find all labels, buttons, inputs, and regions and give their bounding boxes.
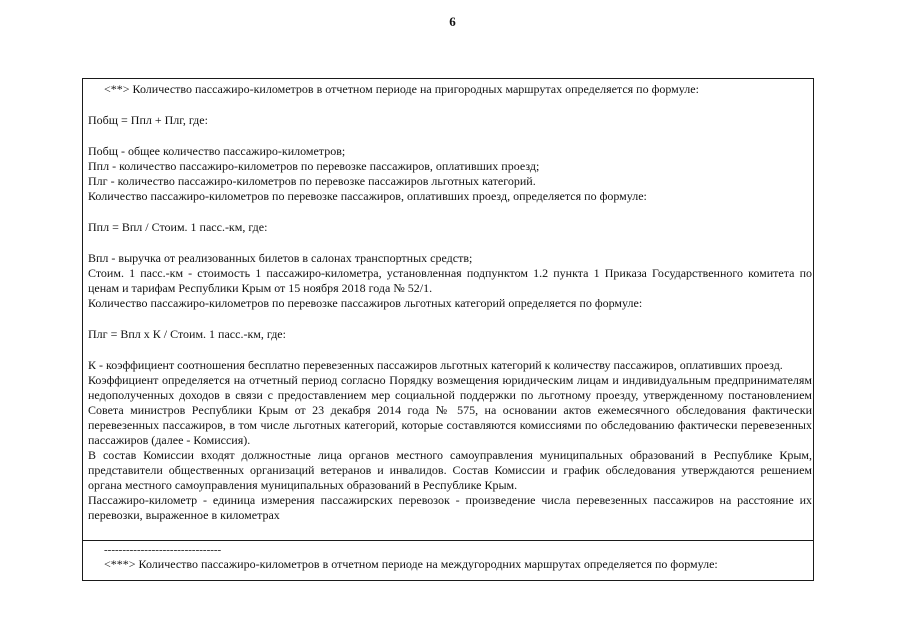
frame-divider	[82, 540, 814, 541]
definition-revenue: Впл - выручка от реализованных билетов в салонах транспортных средств;	[88, 251, 473, 265]
definition-total: Побщ - общее количество пассажиро-километров;	[88, 144, 346, 158]
formula-benefit: Плг = Впл х К / Стоим. 1 пасс.-км, где:	[88, 327, 286, 341]
footnote-1-body	[88, 82, 812, 523]
formula-total: Побщ = Ппл + Плг, где:	[88, 113, 208, 127]
definition-paid: Ппл - количество пассажиро-километров по перевозке пассажиров, оплативших проезд;	[88, 159, 540, 173]
footnote-2-heading: <***> Количество пассажиро-километров в отчетном периоде на междугородних маршрутах определяется по формуле:	[104, 557, 718, 571]
definition-passenger-km: Пассажиро-километр - единица измерения пассажирских перевозок - произведение числа перевезенных пассажиров на расстояние их перевозки, выраженное в километрах	[88, 493, 812, 522]
benefit-formula-intro: Количество пассажиро-километров по перевозке пассажиров льготных категорий определяется по формуле:	[88, 296, 643, 310]
definition-coefficient: К - коэффициент соотношения бесплатно перевезенных пассажиров льготных категорий к количеству пассажиров, оплативших проезд.	[88, 358, 783, 372]
footnote-separator: --------------------------------	[104, 544, 222, 556]
definition-cost: Стоим. 1 пасс.-км - стоимость 1 пассажиро-километра, установленная подпунктом 1.2 пункта 1 Приказа Государственного комитета по ценам и тарифам Республики Крым от 15 ноября 2018 года № 52/1.	[88, 266, 812, 295]
commission-composition: В состав Комиссии входят должностные лица органов местного самоуправления муниципальных образований в Республике Крым, представители общественных организаций ветеранов и инвалидов. Состав Комиссии и график обследования утверждаются решением органа местного самоуправления муниципальных образований в Республике Крым.	[88, 448, 812, 492]
paid-formula-intro: Количество пассажиро-километров по перевозке пассажиров, оплативших проезд, определяется по формуле:	[88, 189, 647, 203]
definition-benefit: Плг - количество пассажиро-километров по перевозке пассажиров льготных категорий.	[88, 174, 536, 188]
footnote-1-heading: <**> Количество пассажиро-километров в отчетном периоде на пригородных маршрутах определяется по формуле:	[104, 82, 699, 96]
page-number: 6	[449, 14, 456, 29]
coefficient-determination: Коэффициент определяется на отчетный период согласно Порядку возмещения юридическим лицам и индивидуальным предпринимателям недополученных доходов в связи с предоставлением мер социальной поддержки по льготному проезду, утвержденному постановлением Совета министров Республики Крым от 23 декабря 2014 года № 575, на основании актов ежемесячного обследования фактически перевезенных пассажиров, в том числе льготных категорий, которые составляются комиссиями по обследованию фактически перевезенных пассажиров (далее - Комиссия).	[88, 373, 812, 447]
formula-paid: Ппл = Впл / Стоим. 1 пасс.-км, где:	[88, 220, 268, 234]
footnote-2-area	[88, 546, 812, 572]
